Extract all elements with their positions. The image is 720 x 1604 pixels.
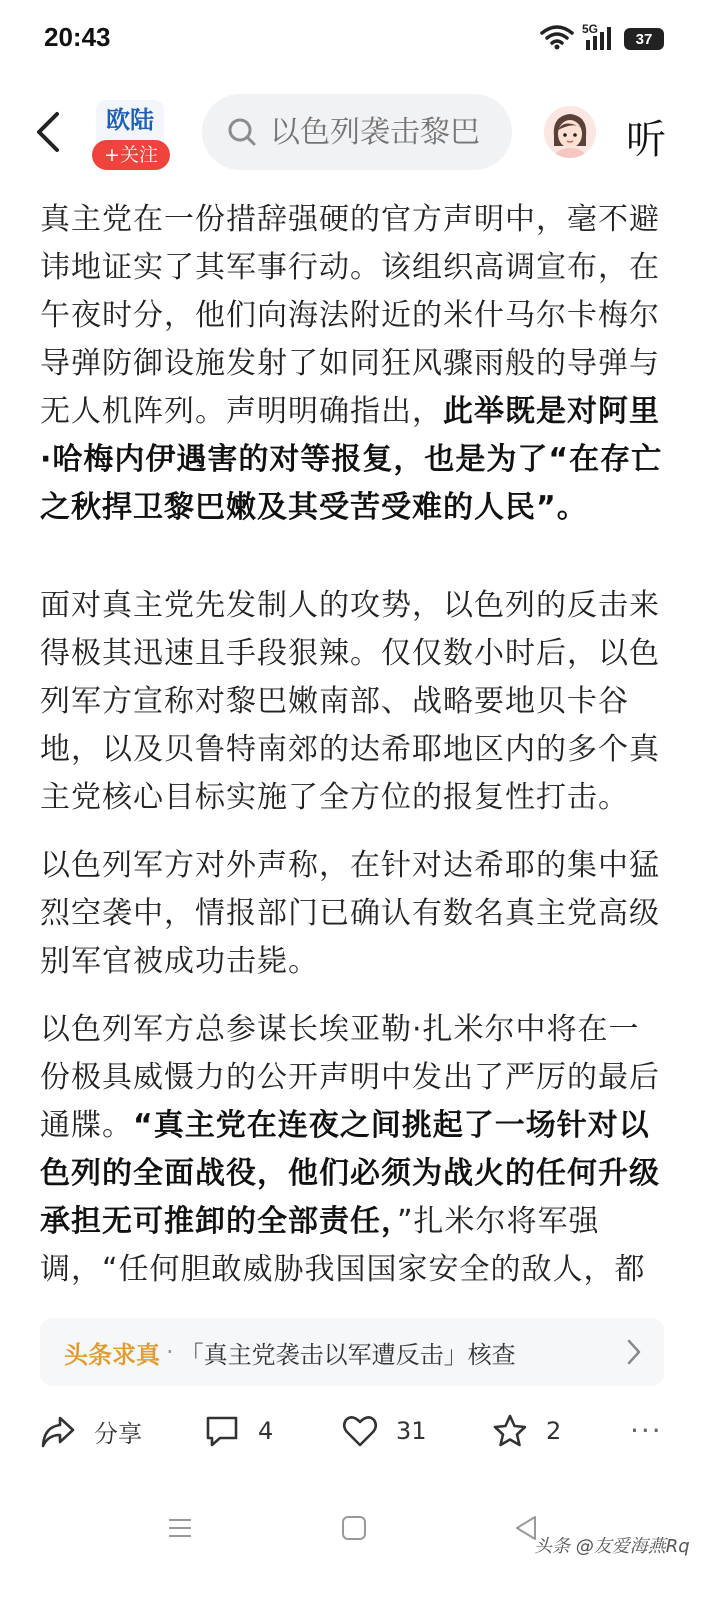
battery-icon: 37 xyxy=(624,28,664,50)
share-icon xyxy=(40,1415,76,1449)
article-paragraph: 真主党在一份措辞强硬的官方声明中，毫不避讳地证实了其军事行动。该组织高调宣布，在午夜时分，他们向海法附近的米什马尔卡梅尔导弹防御设施发射了如同狂风骤雨般的导弹与无人机阵列。声明明确指出，此举既是对阿里·哈梅内伊遇害的对等报复，也是为了“在存亡之秋捍卫黎巴嫩及其受苦受难的人民”。 xyxy=(40,202,663,525)
action-bar xyxy=(0,1400,720,1464)
more-button[interactable]: ··· xyxy=(630,1414,663,1447)
fact-check-separator: · xyxy=(166,1338,174,1366)
like-button[interactable] xyxy=(342,1414,427,1448)
fact-check-card[interactable] xyxy=(40,1318,664,1386)
comment-icon xyxy=(204,1414,240,1448)
article-paragraph: 以色列军方总参谋长埃亚勒·扎米尔中将在一份极具威慑力的公开声明中发出了严厉的最后通牒。“真主党在连夜之间挑起了一场针对以色列的全面战役，他们必须为战火的任何升级承担无可推卸的全部责任，”扎米尔将军强调，“任何胆敢威胁我国国家安全的敌人，都 xyxy=(40,1012,660,1287)
heart-icon xyxy=(342,1414,378,1448)
home-square-icon xyxy=(340,1514,368,1542)
user-avatar[interactable] xyxy=(544,106,596,158)
network-type: 5G xyxy=(582,22,599,36)
favorite-button[interactable] xyxy=(492,1414,561,1448)
home-nav-button[interactable] xyxy=(340,1514,368,1546)
status-icons xyxy=(540,24,664,54)
source-logo-group[interactable] xyxy=(92,100,170,170)
back-arrow-icon xyxy=(33,110,63,154)
search-icon xyxy=(226,116,258,148)
menu-icon xyxy=(166,1514,194,1542)
status-bar xyxy=(0,0,720,80)
article-body xyxy=(40,196,670,1314)
signal-icon xyxy=(582,22,616,52)
search-input[interactable] xyxy=(270,115,500,150)
follow-button[interactable]: +关注 xyxy=(92,140,170,170)
status-time: 20:43 xyxy=(44,22,111,52)
star-icon xyxy=(492,1414,528,1448)
avatar-icon xyxy=(544,106,596,158)
back-button[interactable] xyxy=(28,108,68,156)
fact-check-brand: 头条求真 xyxy=(64,1340,160,1369)
favorite-count: 2 xyxy=(546,1417,562,1445)
fact-check-title: 「真主党袭击以军遭反击」核查 xyxy=(179,1340,516,1369)
article-paragraph: 以色列军方对外声称，在针对达希耶的集中猛烈空袭中，情报部门已确认有数名真主党高级别军官被成功击毙。 xyxy=(40,848,660,979)
comment-button[interactable] xyxy=(204,1414,273,1448)
share-button[interactable] xyxy=(40,1414,142,1449)
source-logo[interactable]: 欧陆 xyxy=(96,100,164,152)
watermark: 头条 @友爱海燕Rq xyxy=(534,1536,690,1557)
top-header xyxy=(0,88,720,178)
like-count: 31 xyxy=(396,1417,427,1445)
menu-nav-button[interactable] xyxy=(166,1514,194,1546)
article-paragraph: 面对真主党先发制人的攻势，以色列的反击来得极其迅速且手段狠辣。仅仅数小时后，以色列军方宣称对黎巴嫩南部、战略要地贝卡谷地，以及贝鲁特南郊的达希耶地区内的多个真主党核心目标实施了全方位的报复性打击。 xyxy=(40,588,660,815)
listen-button[interactable]: 听 xyxy=(626,117,666,163)
share-label: 分享 xyxy=(94,1420,142,1448)
chevron-right-icon xyxy=(626,1338,642,1366)
wifi-icon xyxy=(540,24,574,54)
comment-count: 4 xyxy=(258,1417,274,1445)
search-bar[interactable] xyxy=(202,94,512,170)
